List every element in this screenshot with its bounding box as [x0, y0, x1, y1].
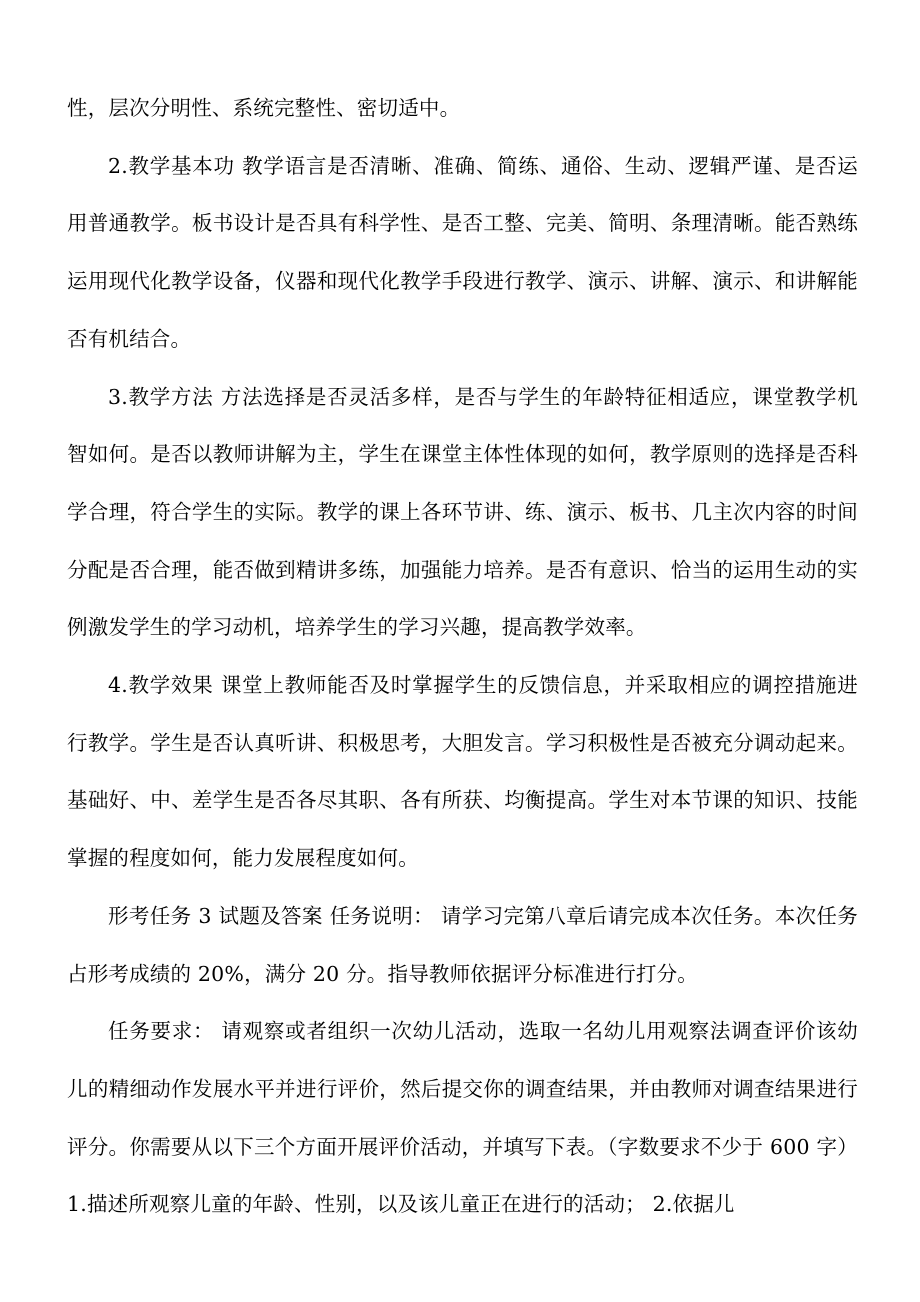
paragraph-teaching-methods: 3.教学方法 方法选择是否灵活多样，是否与学生的年龄特征相适应，课堂教学机智如何。是否以教师讲解为主，学生在课堂主体性体现的如何，教学原则的选择是否科学合理，符合学生的实际。教学的课上各环节讲、练、演示、板书、几主次内容的时间分配是否合理，能否做到精讲多练，加强能力培养。是否有意识、恰当的运用生动的实例激发学生的学习动机，培养学生的学习兴趣，提高教学效率。 [67, 384, 858, 640]
paragraph-task-requirements: 任务要求： 请观察或者组织一次幼儿活动，选取一名幼儿用观察法调查评价该幼儿的精细动作发展水平并进行评价，然后提交你的调查结果，并由教师对调查结果进行评分。你需要从以下三个方面开展评价活动，并填写下表。（字数要求不少于 600 字） 1.描述所观察儿童的年龄、性别，以及该儿童正在进行的活动； 2.依据儿 [67, 1019, 858, 1217]
paragraph-continuation: 性，层次分明性、系统完整性、密切适中。 [67, 96, 461, 120]
paragraph-teaching-basics: 2.教学基本功 教学语言是否清晰、准确、简练、通俗、生动、逻辑严谨、是否运用普通教学。板书设计是否具有科学性、是否工整、完美、简明、条理清晰。能否熟练运用现代化教学设备，仪器和现代化教学手段进行教学、演示、讲解、演示、和讲解能否有机结合。 [67, 153, 858, 351]
paragraph-task-description: 形考任务 3 试题及答案 任务说明： 请学习完第八章后请完成本次任务。本次任务占形考成绩的 20%，满分 20 分。指导教师依据评分标准进行打分。 [67, 903, 858, 986]
paragraph-teaching-effects: 4.教学效果 课堂上教师能否及时掌握学生的反馈信息，并采取相应的调控措施进行教学。学生是否认真听讲、积极思考，大胆发言。学习积极性是否被充分调动起来。基础好、中、差学生是否各尽其职、各有所获、均衡提高。学生对本节课的知识、技能掌握的程度如何，能力发展程度如何。 [67, 673, 858, 871]
